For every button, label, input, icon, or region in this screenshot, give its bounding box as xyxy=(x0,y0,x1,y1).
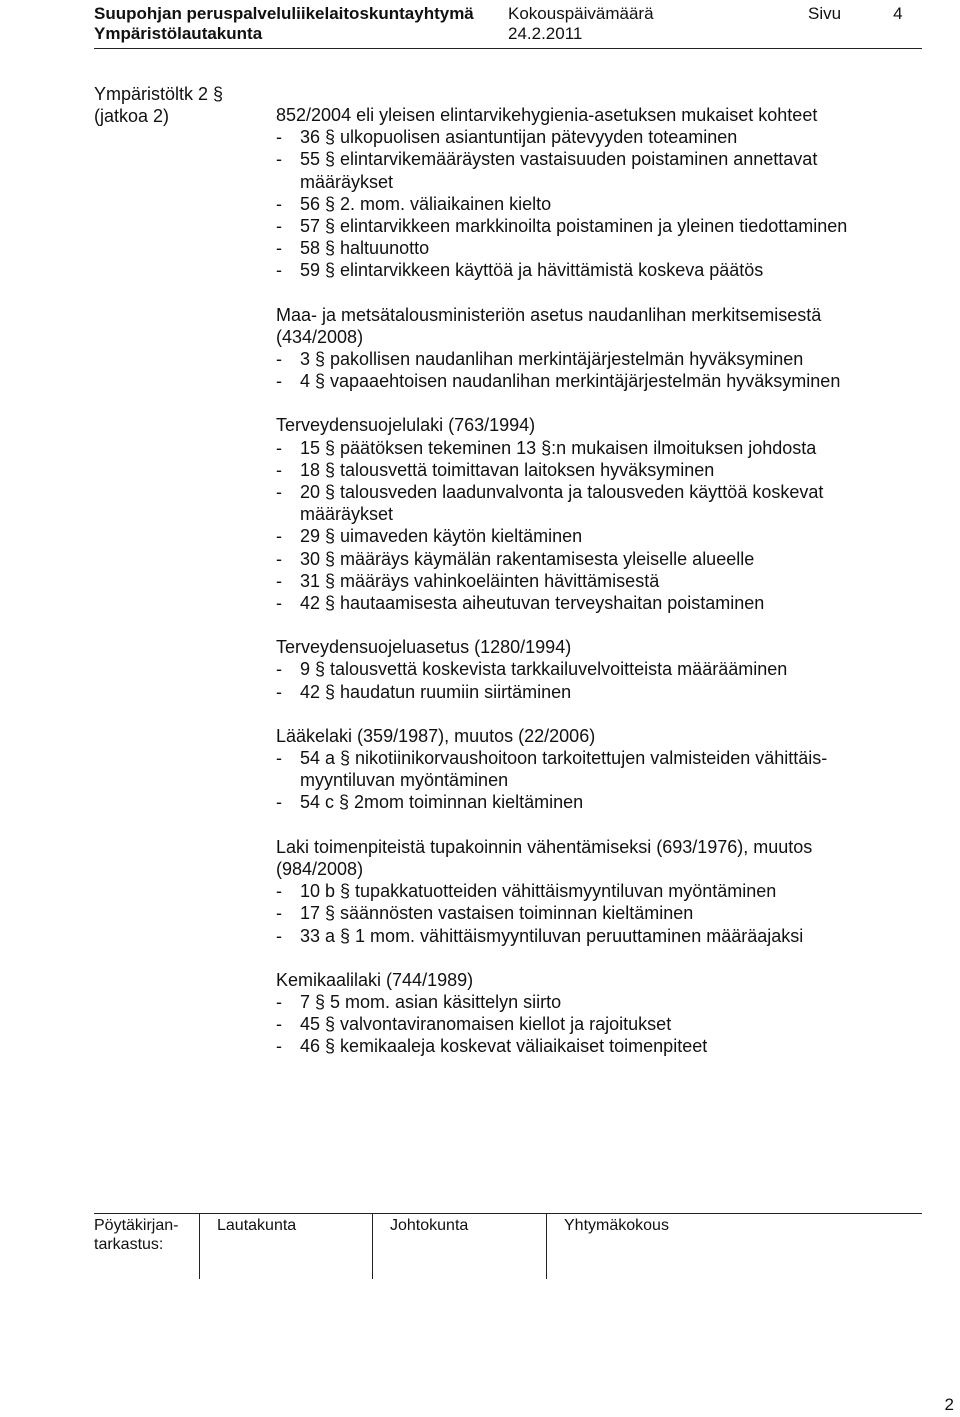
list-item xyxy=(276,259,916,281)
list-item xyxy=(276,370,916,392)
list-item-text: 46 § kemikaaleja koskevat väliaikaiset toimenpiteet xyxy=(300,1036,708,1057)
bullet-dash: - xyxy=(276,903,282,924)
footer-divider xyxy=(94,1213,922,1214)
page-number: 2 xyxy=(944,1395,954,1414)
list-item-text: 36 § ulkopuolisen asiantuntijan pätevyyden toteaminen xyxy=(300,127,738,148)
list-item-text: 57 § elintarvikkeen markkinoilta poistaminen ja yleinen tiedottaminen xyxy=(300,216,848,237)
list-item-text: 42 § haudatun ruumiin siirtäminen xyxy=(300,681,572,702)
bullet-dash: - xyxy=(276,925,282,946)
list-item xyxy=(276,348,916,370)
bullet-dash: - xyxy=(276,792,282,813)
section-title: Terveydensuojeluasetus (1280/1994) xyxy=(276,637,572,658)
list-item-continuation: myyntiluvan myöntäminen xyxy=(300,770,509,791)
section-title: (434/2008) xyxy=(276,326,364,347)
bullet-dash: - xyxy=(276,548,282,569)
footer-separator-3 xyxy=(546,1213,547,1279)
list-item xyxy=(276,1035,916,1057)
bullet-dash: - xyxy=(276,437,282,458)
section-title: Terveydensuojelulaki (763/1994) xyxy=(276,415,536,436)
section-title: Laki toimenpiteistä tupakoinnin vähentämiseksi (693/1976), muutos xyxy=(276,836,813,857)
bullet-dash: - xyxy=(276,149,282,170)
list-item-text: 56 § 2. mom. väliaikainen kielto xyxy=(300,193,552,214)
list-item-continuation: määräykset xyxy=(300,171,394,192)
list-item xyxy=(276,991,916,1013)
list-item xyxy=(276,525,916,547)
footer-col-lautakunta: Lautakunta xyxy=(217,1217,297,1234)
section-title: Maa- ja metsätalousministeriön asetus naudanlihan merkitsemisestä xyxy=(276,304,822,325)
section xyxy=(276,104,916,282)
list-item xyxy=(276,791,916,813)
list-item-text: 4 § vapaaehtoisen naudanlihan merkintäjärjestelmän hyväksyminen xyxy=(300,371,841,392)
list-item xyxy=(276,658,916,680)
list-item xyxy=(276,481,916,503)
list-item xyxy=(276,437,916,459)
bullet-dash: - xyxy=(276,881,282,902)
section xyxy=(276,636,916,703)
list-item xyxy=(276,902,916,924)
list-item xyxy=(276,126,916,148)
section xyxy=(276,725,916,814)
bullet-dash: - xyxy=(276,659,282,680)
footer-separator-1 xyxy=(199,1213,200,1279)
list-item xyxy=(276,193,916,215)
list-item-text: 33 a § 1 mom. vähittäismyyntiluvan peruuttaminen määräajaksi xyxy=(300,925,804,946)
list-item-text: 55 § elintarvikemääräysten vastaisuuden poistaminen annettavat xyxy=(300,149,818,170)
bullet-dash: - xyxy=(276,593,282,614)
footer-col-johtokunta: Johtokunta xyxy=(390,1217,469,1234)
list-item-text: 7 § 5 mom. asian käsittelyn siirto xyxy=(300,991,562,1012)
bullet-dash: - xyxy=(276,349,282,370)
bullet-dash: - xyxy=(276,570,282,591)
document-body xyxy=(276,104,916,1080)
list-item-text: 58 § haltuunotto xyxy=(300,238,430,259)
bullet-dash: - xyxy=(276,371,282,392)
list-item-continuation: määräykset xyxy=(300,504,394,525)
page-label: Sivu xyxy=(808,4,842,23)
bullet-dash: - xyxy=(276,193,282,214)
list-item-text: 31 § määräys vahinkoeläinten hävittämisestä xyxy=(300,570,660,591)
bullet-dash: - xyxy=(276,216,282,237)
list-item-text: 45 § valvontaviranomaisen kiellot ja rajoitukset xyxy=(300,1014,672,1035)
section-title: (984/2008) xyxy=(276,858,364,879)
list-item-text: 30 § määräys käymälän rakentamisesta yleiselle alueelle xyxy=(300,548,755,569)
list-item-text: 18 § talousvettä toimittavan laitoksen hyväksyminen xyxy=(300,459,715,480)
list-item xyxy=(276,925,916,947)
bullet-dash: - xyxy=(276,260,282,281)
page-value: 4 xyxy=(893,4,903,23)
list-item-text: 10 b § tupakkatuotteiden vähittäismyyntiluvan myöntäminen xyxy=(300,881,777,902)
bullet-dash: - xyxy=(276,681,282,702)
list-item-text: 15 § päätöksen tekeminen 13 §:n mukaisen ilmoituksen johdosta xyxy=(300,437,817,458)
board-name: Ympäristölautakunta xyxy=(94,24,263,43)
list-item xyxy=(276,237,916,259)
list-item xyxy=(276,880,916,902)
bullet-dash: - xyxy=(276,238,282,259)
header-divider xyxy=(94,48,922,49)
footer-col-yhtymakokous: Yhtymäkokous xyxy=(564,1217,669,1234)
list-item-text: 17 § säännösten vastaisen toiminnan kieltäminen xyxy=(300,903,694,924)
section xyxy=(276,836,916,947)
section xyxy=(276,304,916,393)
list-item xyxy=(276,592,916,614)
list-item-text: 59 § elintarvikkeen käyttöä ja hävittämistä koskeva päätös xyxy=(300,260,764,281)
list-item xyxy=(276,681,916,703)
list-item-text: 3 § pakollisen naudanlihan merkintäjärjestelmän hyväksyminen xyxy=(300,349,804,370)
list-item xyxy=(276,148,916,170)
footer-separator-2 xyxy=(372,1213,373,1279)
list-item-text: 42 § hautaamisesta aiheutuvan terveyshaitan poistaminen xyxy=(300,593,765,614)
meeting-date: 24.2.2011 xyxy=(508,24,583,43)
list-item-text: 54 c § 2mom toiminnan kieltäminen xyxy=(300,792,584,813)
list-item xyxy=(276,1013,916,1035)
bullet-dash: - xyxy=(276,482,282,503)
header-left xyxy=(94,4,474,44)
section-title: 852/2004 eli yleisen elintarvikehygienia-asetuksen mukaiset kohteet xyxy=(276,105,818,125)
list-item-text: 54 a § nikotiinikorvaushoitoon tarkoitettujen valmisteiden vähittäis- xyxy=(300,748,828,769)
bullet-dash: - xyxy=(276,1036,282,1057)
bullet-dash: - xyxy=(276,991,282,1012)
list-item xyxy=(276,747,916,769)
section-title: Kemikaalilaki (744/1989) xyxy=(276,969,474,990)
org-name: Suupohjan peruspalveluliikelaitoskuntayhtymä xyxy=(94,4,474,23)
side-line-2: (jatkoa 2) xyxy=(94,106,170,126)
section-title: Lääkelaki (359/1987), muutos (22/2006) xyxy=(276,725,596,746)
section xyxy=(276,414,916,614)
section xyxy=(276,969,916,1058)
side-label xyxy=(94,83,223,127)
bullet-dash: - xyxy=(276,748,282,769)
header-date xyxy=(508,4,654,44)
header-page xyxy=(808,4,903,24)
list-item-text: 9 § talousvettä koskevista tarkkailuvelvoitteista määrääminen xyxy=(300,659,788,680)
list-item xyxy=(276,459,916,481)
bullet-dash: - xyxy=(276,1014,282,1035)
list-item-text: 29 § uimaveden käytön kieltäminen xyxy=(300,526,583,547)
side-line-1: Ympäristöltk 2 § xyxy=(94,84,224,104)
bullet-dash: - xyxy=(276,127,282,148)
date-label: Kokouspäivämäärä xyxy=(508,4,654,23)
list-item xyxy=(276,570,916,592)
list-item xyxy=(276,215,916,237)
list-item xyxy=(276,548,916,570)
bullet-dash: - xyxy=(276,526,282,547)
bullet-dash: - xyxy=(276,459,282,480)
list-item-text: 20 § talousveden laadunvalvonta ja talousveden käyttöä koskevat xyxy=(300,482,824,503)
footer-check-label: Pöytäkirjan- tarkastus: xyxy=(94,1217,179,1253)
